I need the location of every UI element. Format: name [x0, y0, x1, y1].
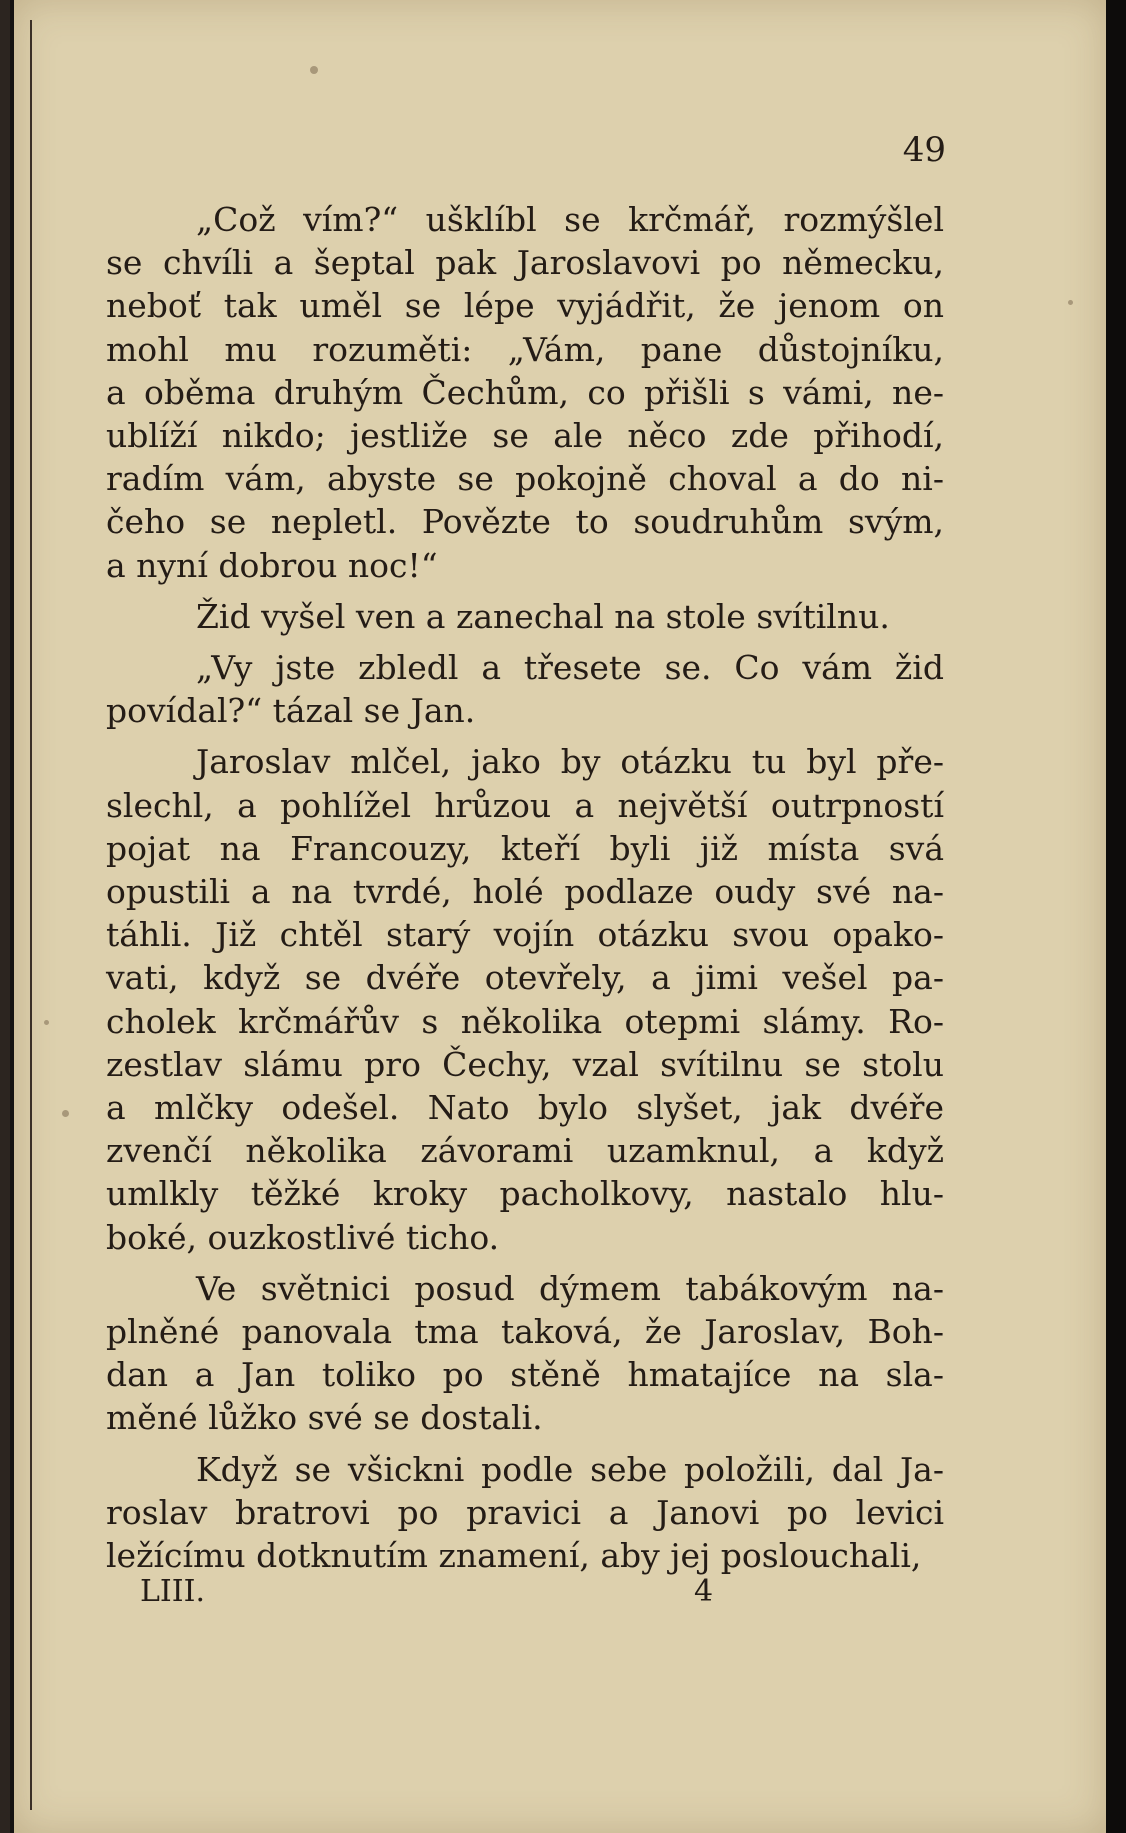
text-line: zvenčí několika závorami uzamknul, a když: [106, 1131, 944, 1171]
paper-speck: [310, 66, 318, 74]
paper-speck: [62, 1110, 69, 1117]
text-line: táhli. Již chtěl starý vojín otázku svou opako-: [106, 915, 944, 955]
text-line: Žid vyšel ven a zanechal na stole svítilnu.: [196, 596, 890, 636]
paragraph: [106, 198, 944, 587]
text-line: povídal?“ tázal se Jan.: [106, 691, 476, 731]
paragraph: [106, 740, 944, 1258]
printer-signature-mark: LIII.: [140, 1574, 206, 1609]
paper-speck: [1068, 300, 1073, 305]
page-number: 49: [902, 130, 946, 170]
text-line: vati, když se dvéře otevřely, a jimi vešel pa-: [106, 958, 944, 998]
paragraph-gap: [106, 1440, 944, 1448]
text-line: Jaroslav mlčel, jako by otázku tu byl pře-: [196, 742, 944, 782]
book-binding-edge: [0, 0, 10, 1833]
paragraph-gap: [106, 1259, 944, 1267]
text-line: čeho se nepletl. Povězte to soudruhům svým,: [106, 502, 944, 542]
text-line: pojat na Francouzy, kteří byli již místa svá: [106, 828, 944, 868]
text-line: a mlčky odešel. Nato bylo slyšet, jak dvéře: [106, 1088, 944, 1128]
paper-speck: [44, 1020, 49, 1025]
text-line: ležícímu dotknutím znamení, aby jej poslouchali,: [106, 1536, 922, 1576]
text-line: se chvíli a šeptal pak Jaroslavovi po německu,: [106, 243, 944, 283]
text-line: boké, ouzkostlivé ticho.: [106, 1217, 500, 1257]
book-outer-edge: [1106, 0, 1126, 1833]
text-line: „Což vím?“ ušklíbl se krčmář, rozmýšlel: [196, 200, 944, 239]
text-line: zestlav slámu pro Čechy, vzal svítilnu se stolu: [106, 1044, 944, 1084]
paragraph-gap: [106, 732, 944, 740]
paragraph: [106, 1267, 944, 1440]
page-footer: [14, 1574, 1106, 1614]
paragraph: [106, 1448, 944, 1578]
text-line: plněné panovala tma taková, že Jaroslav, Boh-: [106, 1312, 944, 1352]
book-page: [14, 0, 1106, 1833]
paragraph: [106, 595, 944, 638]
signature-number: 4: [694, 1574, 714, 1609]
text-line: dan a Jan toliko po stěně hmatajíce na sla-: [106, 1355, 944, 1395]
paragraph-gap: [106, 638, 944, 646]
text-line: „Vy jste zbledl a třesete se. Co vám žid: [196, 648, 944, 688]
text-line: roslav bratrovi po pravici a Janovi po levici: [106, 1492, 944, 1532]
text-line: radím vám, abyste se pokojně choval a do ni-: [106, 459, 944, 499]
paragraph: [106, 646, 944, 732]
page-body-text: [106, 198, 944, 1577]
text-line: a oběma druhým Čechům, co přišli s vámi, ne-: [106, 372, 944, 412]
paragraph-gap: [106, 587, 944, 595]
text-line: cholek krčmářův s několika otepmi slámy. Ro-: [106, 1001, 944, 1041]
page-gutter-line: [30, 20, 32, 1810]
text-line: měné lůžko své se dostali.: [106, 1398, 543, 1438]
text-line: neboť tak uměl se lépe vyjádřit, že jenom on: [106, 286, 944, 326]
text-line: umlkly těžké kroky pacholkovy, nastalo hlu-: [106, 1174, 944, 1214]
text-line: a nyní dobrou noc!“: [106, 545, 438, 585]
text-line: Když se všickni podle sebe položili, dal Ja-: [196, 1449, 944, 1489]
text-line: mohl mu rozuměti: „Vám, pane důstojníku,: [106, 329, 944, 369]
text-line: slechl, a pohlížel hrůzou a největší outrpností: [106, 785, 944, 825]
text-line: Ve světnici posud dýmem tabákovým na-: [196, 1268, 944, 1308]
text-line: opustili a na tvrdé, holé podlaze oudy své na-: [106, 872, 944, 912]
text-line: ublíží nikdo; jestliže se ale něco zde přihodí,: [106, 416, 944, 456]
